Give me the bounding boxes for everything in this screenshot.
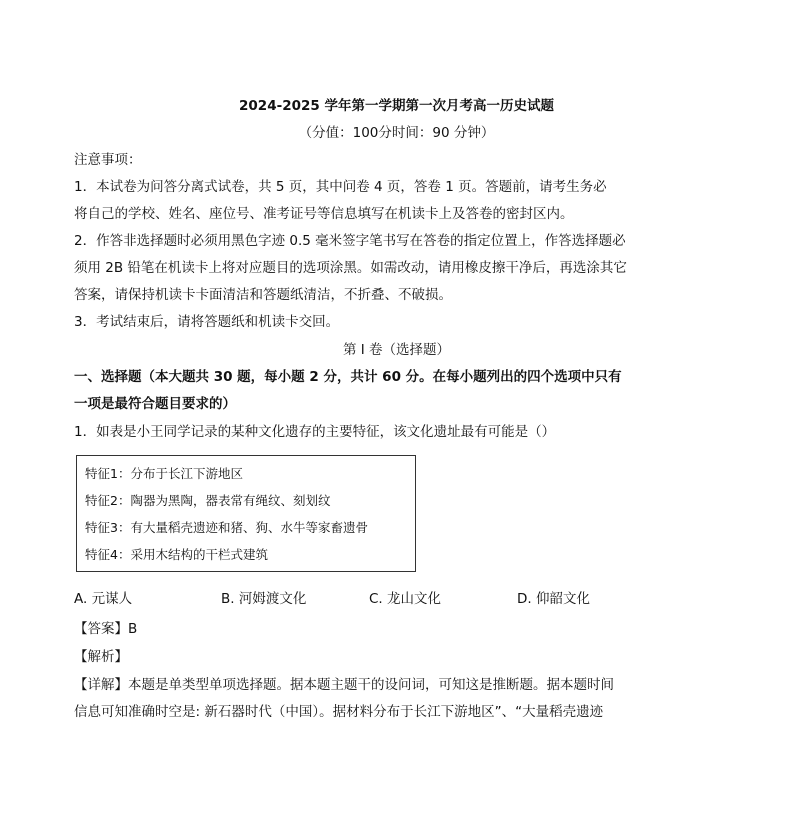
option-c: C. 龙山文化	[369, 591, 442, 607]
notice-line: 1．本试卷为问答分离式试卷，共 5 页，其中问卷 4 页，答卷 1 页。答题前，请考生务必	[74, 179, 607, 195]
notice-line: 2．作答非选择题时必须用黑色字迹 0.5 毫米签字笔书写在答卷的指定位置上，作答选择题必	[74, 233, 626, 249]
option-d: D. 仰韶文化	[517, 591, 590, 607]
notice-line: 答案，请保持机读卡卡面清洁和答题纸清洁，不折叠、不破损。	[74, 287, 452, 303]
option-b: B. 河姆渡文化	[221, 591, 307, 607]
notice-heading: 注意事项：	[74, 152, 142, 168]
notice-line: 须用 2B 铅笔在机读卡上将对应题目的选项涂黑。如需改动，请用橡皮擦干净后，再选涂其它	[74, 260, 627, 276]
analysis-label: 【解析】	[74, 649, 128, 665]
detail-line: 【详解】本题是单类型单项选择题。据本题主题干的设问词，可知这是推断题。据本题时间	[74, 677, 614, 693]
exam-title: 2024-2025 学年第一学期第一次月考高一历史试题	[239, 98, 554, 114]
section-instruction: 一项是最符合题目要求的）	[74, 396, 236, 412]
option-a: A. 元谋人	[74, 591, 133, 607]
notice-line: 3．考试结束后，请将答题纸和机读卡交回。	[74, 314, 340, 330]
section-instruction: 一、选择题（本大题共 30 题，每小题 2 分，共计 60 分。在每小题列出的四个选项中只有	[74, 369, 622, 385]
feature-row: 特征3：有大量稻壳遗迹和猪、狗、水牛等家畜遗骨	[85, 520, 368, 535]
question-stem: 1．如表是小王同学记录的某种文化遗存的主要特征，该文化遗址最有可能是（）	[74, 424, 556, 440]
section-title: 第 I 卷（选择题）	[342, 342, 451, 358]
notice-line: 将自己的学校、姓名、座位号、准考证号等信息填写在机读卡上及答卷的密封区内。	[74, 206, 574, 222]
feature-row: 特征1：分布于长江下游地区	[85, 466, 243, 481]
feature-row: 特征4：采用木结构的干栏式建筑	[85, 547, 268, 562]
feature-row: 特征2：陶器为黑陶，器表常有绳纹、刻划纹	[85, 493, 331, 508]
detail-line: 信息可知准确时空是: 新石器时代（中国）。据材料分布于长江下游地区”、“大量稻壳遗迹	[74, 704, 604, 720]
feature-table	[76, 455, 416, 572]
exam-subtitle: （分值：100分时间：90 分钟）	[298, 125, 495, 141]
answer: 【答案】B	[74, 621, 138, 637]
